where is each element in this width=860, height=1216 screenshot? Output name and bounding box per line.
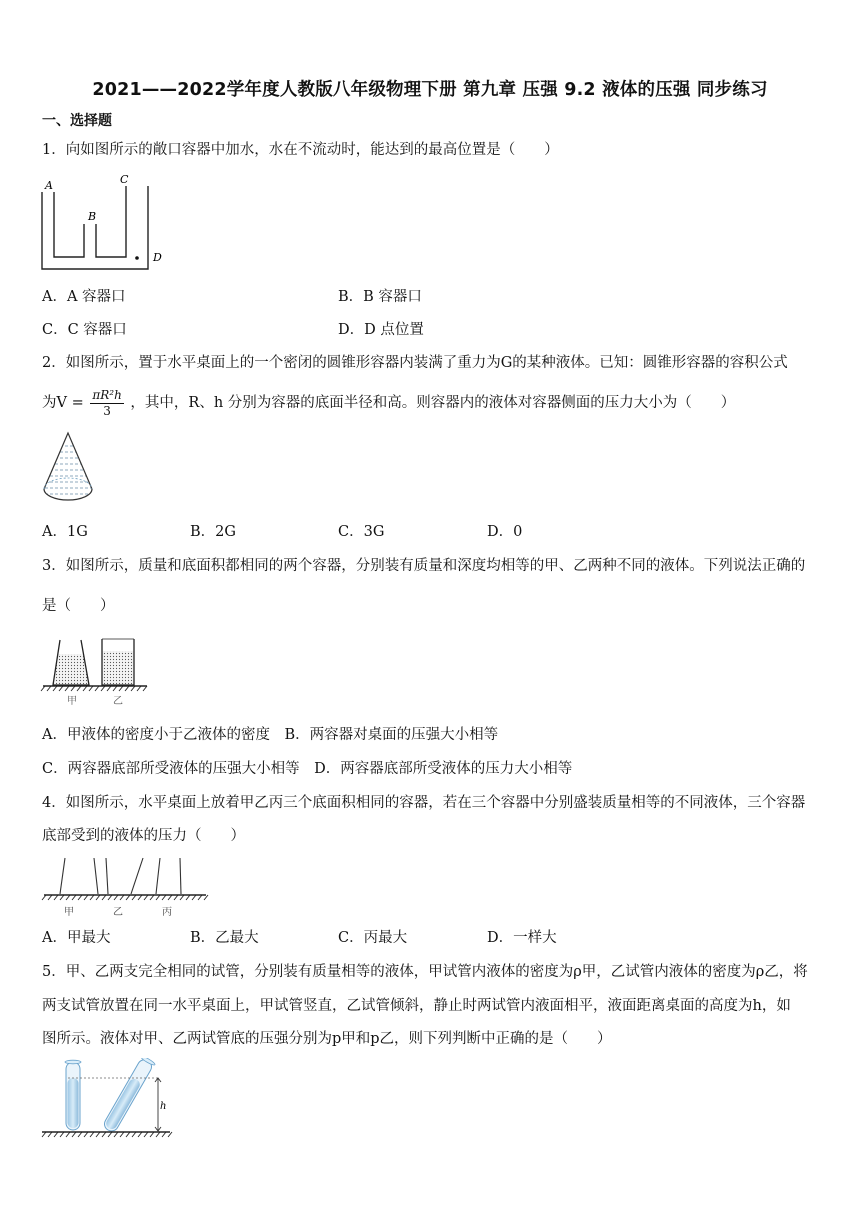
- q3-options-row1[interactable]: A．甲液体的密度小于乙液体的密度 B．两容器对桌面的压强大小相等: [42, 727, 499, 743]
- q4-label-bing: 丙: [162, 907, 172, 918]
- q1-label-d: D: [153, 251, 162, 264]
- volume-formula: [90, 388, 123, 419]
- q1-label-c: C: [120, 173, 129, 186]
- q5-stem-line1: 5．甲、乙两支完全相同的试管，分别装有质量相等的液体，甲试管内液体的密度为ρ甲，乙试管内液体的密度为ρ乙，将: [42, 964, 808, 980]
- q2-cone-figure: [40, 430, 96, 506]
- q1-label-b: B: [88, 210, 97, 223]
- q4-containers-figure: [40, 853, 210, 925]
- q1-label-a: A: [45, 179, 53, 192]
- q1-option-d[interactable]: D．D 点位置: [338, 322, 424, 338]
- q3-stem-line2: 是（ ）: [42, 598, 115, 614]
- q2-stem-line1: 2．如图所示，置于水平桌面上的一个密闭的圆锥形容器内装满了重力为G的某种液体。已知：圆锥形容器的容积公式: [42, 355, 788, 371]
- q2-option-a[interactable]: A．1G: [42, 524, 88, 540]
- q4-stem-line1: 4．如图所示，水平桌面上放着甲乙丙三个底面积相同的容器，若在三个容器中分别盛装质量相等的不同液体，三个容器: [42, 795, 806, 811]
- q4-option-a[interactable]: A．甲最大: [42, 930, 111, 946]
- q1-option-c[interactable]: C．C 容器口: [42, 322, 127, 338]
- q5-stem-line3: 图所示。液体对甲、乙两试管底的压强分别为p甲和p乙，则下列判断中正确的是（ ）: [42, 1031, 612, 1047]
- section-heading: 一、选择题: [42, 113, 112, 129]
- q4-label-jia: 甲: [64, 907, 74, 918]
- q3-containers-figure: [40, 634, 150, 710]
- q5-label-h: h: [160, 1101, 167, 1112]
- q1-figure-container: [34, 172, 174, 272]
- q4-stem-line2: 底部受到的液体的压力（ ）: [42, 828, 245, 844]
- q2-option-b[interactable]: B．2G: [190, 524, 236, 540]
- q1-option-a[interactable]: A．A 容器口: [42, 289, 126, 305]
- q5-test-tubes-figure: [40, 1058, 174, 1142]
- q2-stem-line2: [42, 385, 735, 421]
- q4-option-c[interactable]: C．丙最大: [338, 930, 408, 946]
- page-title: 2021——2022学年度人教版八年级物理下册 第九章 压强 9.2 液体的压强 同步练习: [92, 80, 768, 100]
- formula-denominator: 3: [103, 403, 111, 418]
- q5-stem-line2: 两支试管放置在同一水平桌面上，甲试管竖直，乙试管倾斜，静止时两试管内液面相平，液面距离桌面的高度为h，如: [42, 998, 791, 1014]
- q2-formula-prefix: 为V =: [42, 395, 84, 411]
- q2-formula-suffix: ，其中，R、h 分别为容器的底面半径和高。则容器内的液体对容器侧面的压力大小为（ ）: [130, 395, 736, 411]
- q4-label-yi: 乙: [113, 907, 123, 918]
- q4-option-d[interactable]: D．一样大: [487, 930, 557, 946]
- q3-label-yi: 乙: [113, 696, 123, 707]
- q2-option-d[interactable]: D．0: [487, 524, 523, 540]
- formula-numerator: πR²h: [92, 387, 122, 402]
- q2-option-c[interactable]: C．3G: [338, 524, 385, 540]
- q4-option-b[interactable]: B．乙最大: [190, 930, 259, 946]
- q1-stem: 1．向如图所示的敞口容器中加水，水在不流动时，能达到的最高位置是（ ）: [42, 142, 559, 158]
- q1-option-b[interactable]: B．B 容器口: [338, 289, 422, 305]
- q3-label-jia: 甲: [67, 696, 77, 707]
- q3-options-row2[interactable]: C．两容器底部所受液体的压强大小相等 D．两容器底部所受液体的压力大小相等: [42, 761, 573, 777]
- q3-stem-line1: 3．如图所示，质量和底面积都相同的两个容器，分别装有质量和深度均相等的甲、乙两种不同的液体。下列说法正确的: [42, 558, 806, 574]
